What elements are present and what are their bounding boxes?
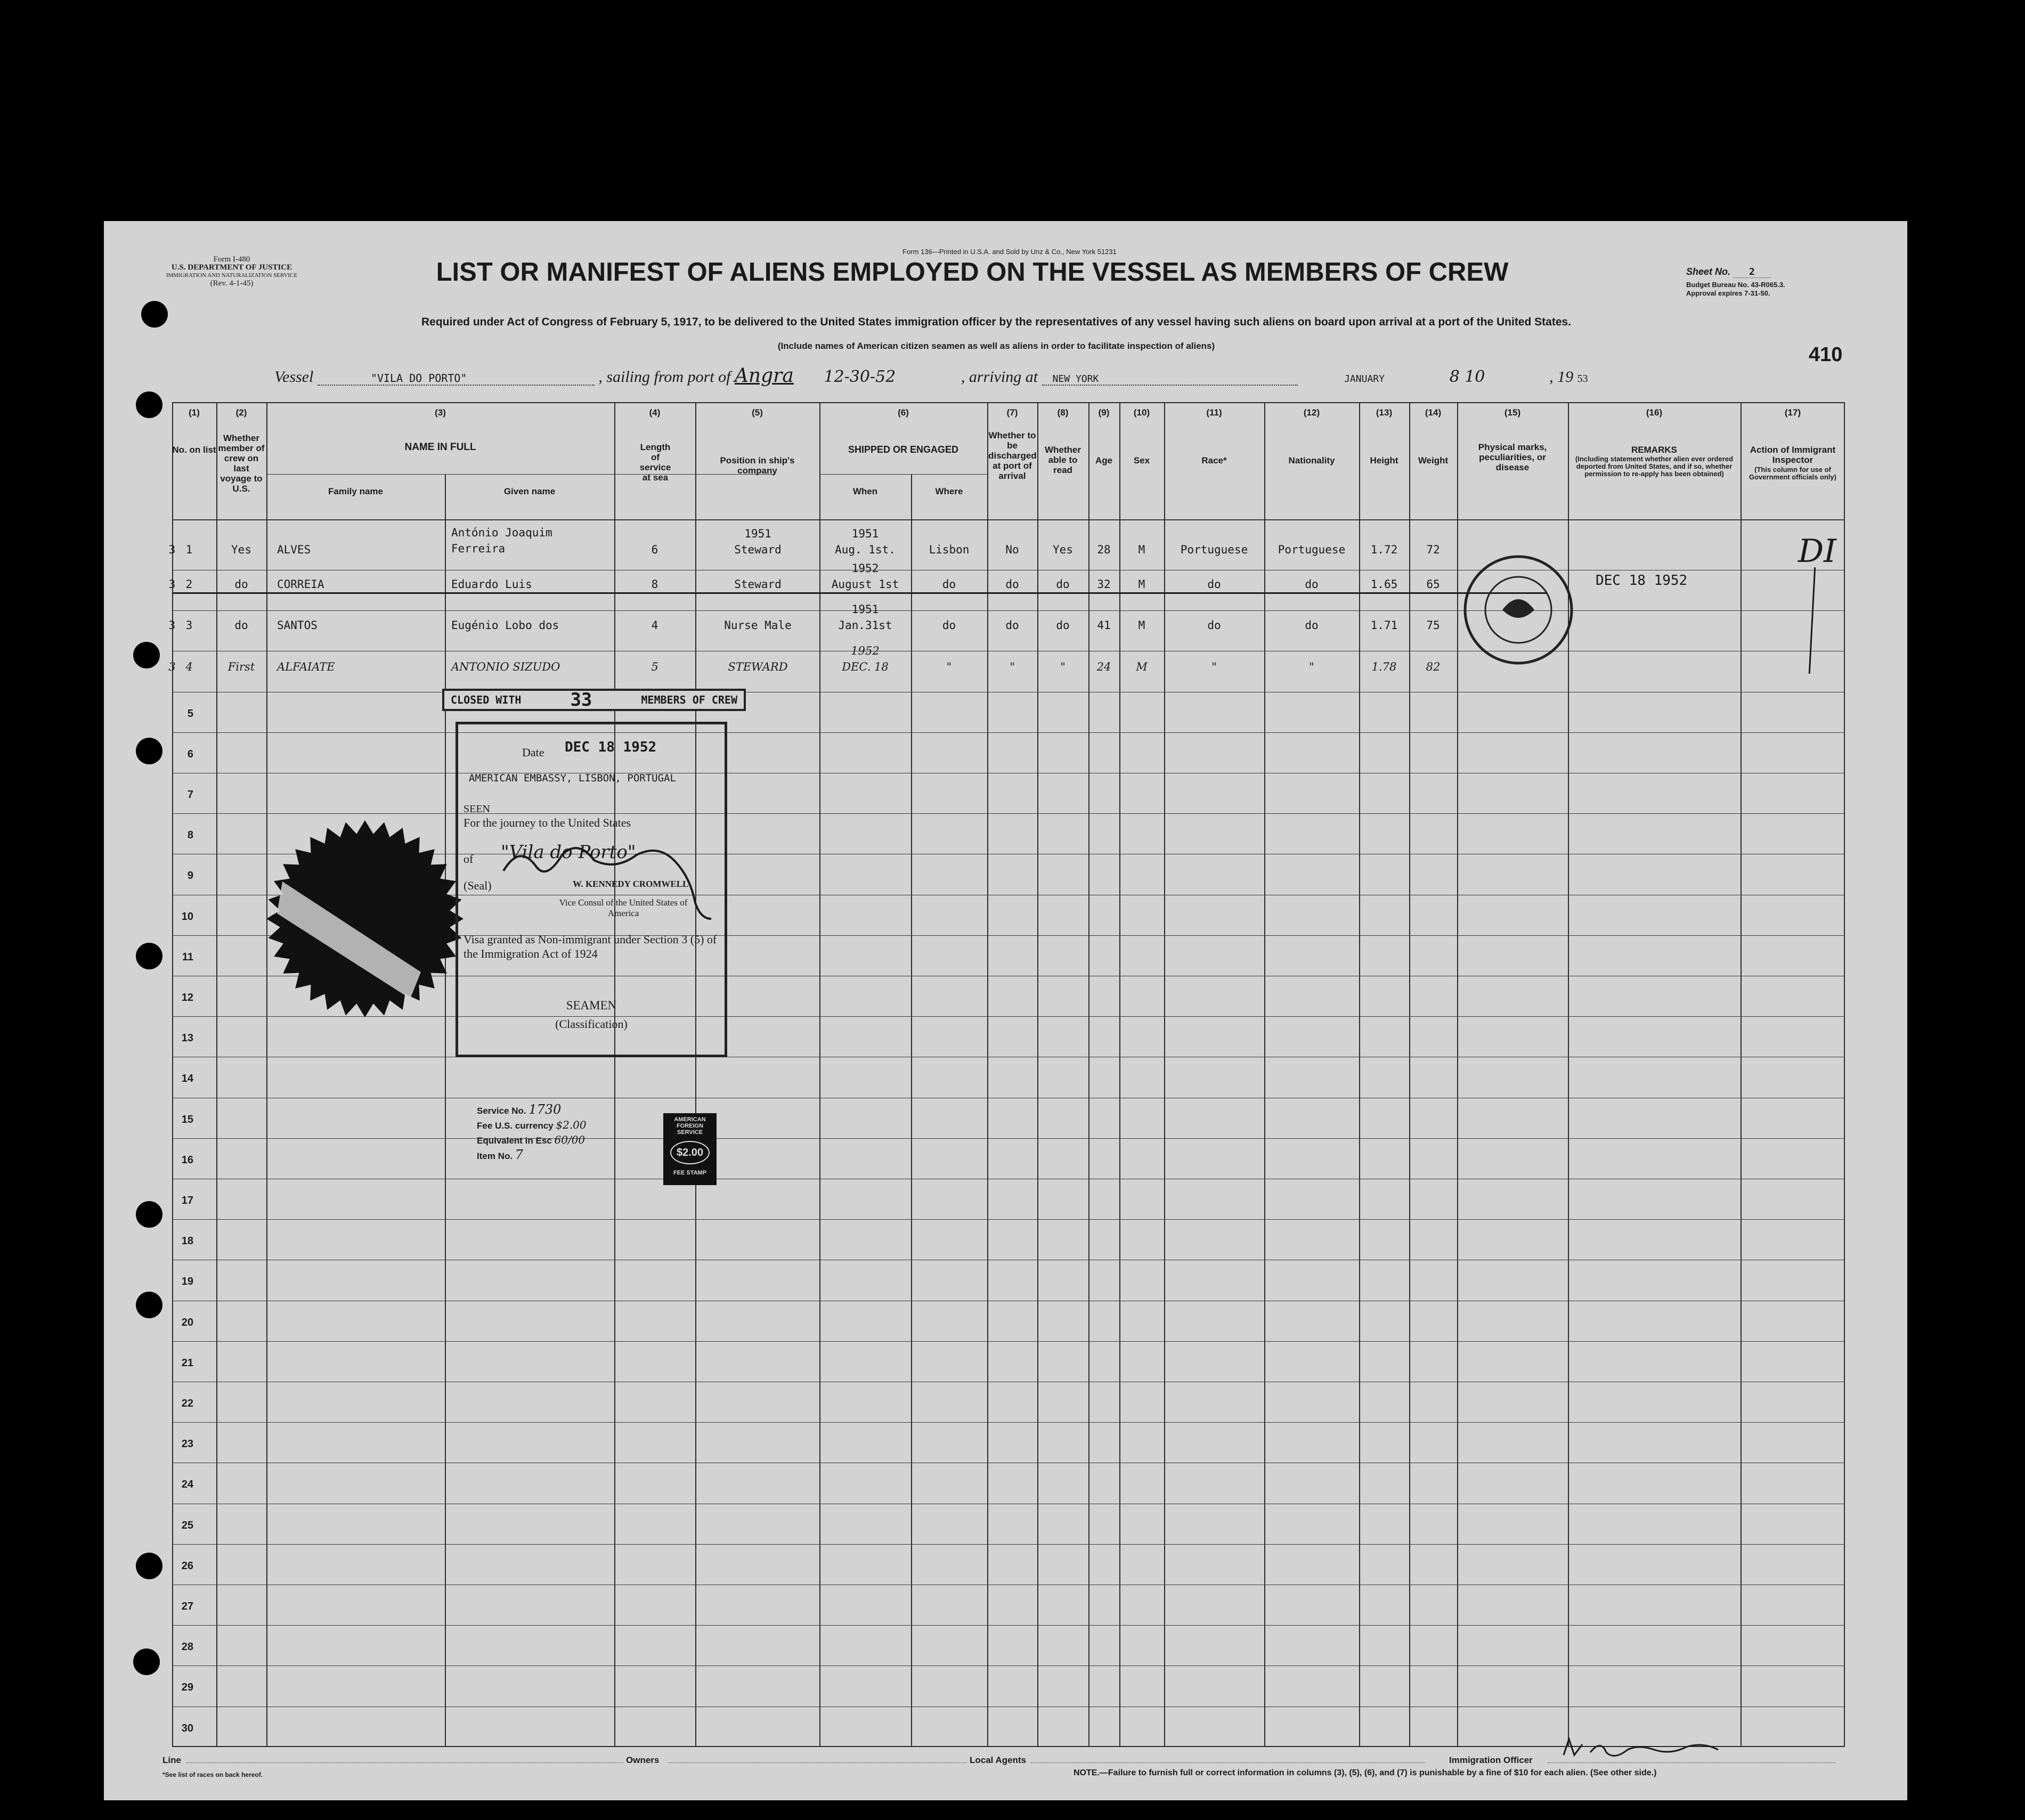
service-no-label: Service No. [477,1106,526,1116]
cell-nationality: Portuguese [1278,543,1346,556]
line-number: 16 [181,1154,193,1166]
row-rule [172,1138,1845,1139]
fee-label: Fee U.S. currency [477,1121,554,1131]
visa-text: Visa granted as Non-immigrant under Section 3 (5) of the Immigration Act of 1924 [463,933,717,960]
page-title: LIST OR MANIFEST OF ALIENS EMPLOYED ON THE VESSEL AS MEMBERS OF CREW [436,258,1509,287]
cell-service: 4 [651,619,658,632]
cell-age: 28 [1097,543,1111,556]
officer-signature-icon [498,839,754,924]
strike-line [172,592,1547,594]
cell-discharged: No [1005,543,1019,556]
sailing-label: , sailing from port of [598,368,731,386]
page-subnote: (Include names of American citizen seamen as well as aliens in order to facilitate inspection of aliens) [777,341,1215,351]
inspector-mark: DI [1798,533,1836,570]
vessel-line [274,365,1819,386]
col4-header: Length of service at sea [639,442,671,483]
visa-date: DEC 18 1952 [565,739,657,755]
cell-prefix: 3 [168,619,176,632]
line-number: 23 [181,1438,193,1450]
footer-races-note: *See list of races on back hereof. [162,1771,263,1778]
cell-age: 41 [1097,619,1111,632]
line-number: 15 [181,1114,193,1125]
row-rule [172,1341,1845,1342]
punch-hole [136,1553,162,1579]
line-number: 25 [181,1520,193,1531]
cell-given: António Joaquim Ferreira [451,526,552,555]
cell-when_year: 1951 [851,603,879,616]
punch-hole [136,738,162,764]
cell-weight: 65 [1426,578,1440,591]
cell-discharged: " [1010,660,1015,673]
col6-num: (6) [898,407,909,418]
service-no: 1730 [528,1102,562,1117]
page-number: 410 [1809,344,1843,366]
col10-header: Sex [1133,455,1150,466]
col9-header: Age [1095,455,1113,466]
row-rule [172,610,1845,611]
cell-position: Nurse Male [724,619,792,632]
equivalent-label: Equivalent in Esc [477,1136,552,1146]
cell-discharged: do [1005,619,1019,632]
punch-hole [133,1648,160,1675]
cell-weight: 75 [1426,619,1440,632]
col2-num: (2) [235,407,247,418]
service-name: IMMIGRATION AND NATURALIZATION SERVICE [166,272,298,279]
name-split-rule [266,474,775,475]
col12-num: (12) [1303,407,1320,418]
cell-no: 3 [185,619,193,632]
line-number: 26 [181,1560,193,1572]
line-number: 7 [187,789,193,801]
cell-no: 4 [185,660,193,673]
row-rule [172,1422,1845,1423]
cell-height: 1.78 [1371,660,1397,673]
form-info [162,256,301,288]
line-number: 22 [181,1398,193,1409]
cell-position_year: 1951 [744,527,771,540]
where-header: Where [935,486,963,496]
cell-service: 6 [651,543,658,556]
col14-num: (14) [1425,407,1442,418]
cell-when_year: 1952 [851,562,879,575]
cell-where: Lisbon [929,543,970,556]
sailing-date: 12-30-52 [824,368,896,386]
closed-with-stamp [442,689,746,711]
col8-header: Whether able to read [1045,445,1081,475]
sheet-value: 2 [1733,266,1771,278]
cell-prefix: 3 [168,660,176,673]
col-rule [1088,402,1089,1747]
visa-ship-name: "Vila do Porto" [501,842,636,863]
consulate-seal-icon [1457,549,1580,671]
approval-expiry: Approval expires 7-31-50. [1686,289,1770,297]
cell-prefix: 3 [168,578,176,591]
cell-read: do [1056,619,1070,632]
line-number: 10 [181,911,193,923]
cell-read: do [1056,578,1070,591]
cell-when: August 1st [831,578,899,591]
cell-service: 5 [651,660,658,673]
cell-when: DEC. 18 [842,660,889,673]
line-number: 28 [181,1641,193,1653]
cell-family: SANTOS [277,619,318,632]
seen-label: SEEN [463,803,490,815]
line-number: 30 [181,1723,193,1734]
cell-given: Eduardo Luis [451,578,532,591]
cell-where: do [942,619,956,632]
seal-label: (Seal) [463,879,492,892]
col-rule [445,474,446,1747]
line-number: 11 [182,951,193,963]
footer-agents-label: Local Agents [970,1755,1027,1765]
line-number: 27 [181,1601,193,1612]
cell-member: Yes [231,543,251,556]
department: U.S. DEPARTMENT OF JUSTICE [171,263,292,272]
punch-hole [136,943,162,969]
remarks-date-stamp: DEC 18 1952 [1596,573,1688,589]
cell-height: 1.65 [1370,578,1398,591]
col1-header: No. on list [172,445,216,455]
col3-header: NAME IN FULL [404,442,476,453]
vessel-name: "VILA DO PORTO" [318,372,595,386]
fee-stamp-value: $2.00 [670,1141,710,1164]
cell-where: " [946,660,952,673]
form-revision: (Rev. 4-1-45) [210,279,254,288]
cell-member: do [234,619,248,632]
vessel-label: Vessel [274,368,314,386]
col7-header: Whether to be discharged at port of arrival [988,430,1037,481]
cell-weight: 72 [1426,543,1440,556]
visa-class-label: (Classification) [555,1017,628,1031]
cell-height: 1.71 [1370,619,1398,632]
col-rule [216,402,217,1747]
col-rule [1741,402,1742,1747]
when-header: When [852,486,878,496]
visa-class: SEAMEN [566,999,617,1012]
cell-sex: M [1138,543,1145,556]
embassy-name: AMERICAN EMBASSY, LISBON, PORTUGAL [469,772,676,784]
closed-with-label: CLOSED WITH [451,693,522,706]
col-rule [1037,402,1038,1747]
line-number: 18 [181,1235,193,1247]
cell-service: 8 [651,578,658,591]
cell-race: do [1207,619,1221,632]
fee-stamp [663,1113,717,1185]
col8-num: (8) [1057,407,1069,418]
col15-num: (15) [1504,407,1521,418]
cell-given: Eugénio Lobo dos [451,619,559,632]
arrival-month: JANUARY [1344,373,1385,385]
cell-nationality: do [1305,578,1319,591]
cell-race: do [1207,578,1221,591]
cell-when_year: 1951 [851,527,879,540]
line-number: 29 [181,1682,193,1693]
line-number: 21 [181,1357,193,1369]
arrival-year: 53 [1577,373,1588,385]
footer-owners-label: Owners [626,1755,660,1765]
cell-position: Steward [734,578,782,591]
line-number: 12 [181,992,193,1003]
line-number: 6 [187,748,193,760]
cell-sex: M [1138,619,1145,632]
header-rule [172,519,1845,520]
cell-age: 32 [1097,578,1111,591]
budget-bureau: Budget Bureau No. 43-R065.3. [1686,281,1785,289]
punch-hole [136,1292,162,1318]
col-rule [1264,402,1265,1747]
cell-when_year: 1952 [851,644,880,657]
cell-weight: 82 [1426,660,1441,673]
line-number: 8 [187,829,193,841]
cell-position: Steward [734,543,782,556]
wax-seal-icon [261,812,469,1025]
footer-officer-label: Immigration Officer [1449,1755,1533,1765]
cell-height: 1.72 [1370,543,1398,556]
cell-no: 1 [185,543,193,556]
crew-count: 33 [570,689,592,711]
col-rule [266,402,267,1747]
port-of-sailing: Angra [734,365,794,387]
year-prefix: , 19 [1549,368,1574,386]
col1-num: (1) [189,407,200,418]
cell-position: STEWARD [728,660,788,673]
col16-header: REMARKS [1631,445,1677,455]
line-number: 17 [181,1195,193,1206]
punch-hole [136,1201,162,1228]
col9-num: (9) [1098,407,1110,418]
cell-member: do [234,578,248,591]
col-rule [1409,402,1410,1747]
printer-line: Form 136—Printed in U.S.A. and Sold by Unz & Co., New York 51231 [902,248,1117,256]
cell-discharged: do [1005,578,1019,591]
line-number: 14 [181,1073,193,1084]
col13-num: (13) [1376,407,1393,418]
col15-header: Physical marks, peculiarities, or disease [1478,442,1547,472]
line-number: 9 [187,870,193,882]
col6-header: SHIPPED OR ENGAGED [848,444,959,455]
col17-num: (17) [1784,407,1801,418]
cell-sex: M [1136,660,1148,673]
sheet-number [1686,266,1771,278]
family-name-header: Family name [328,486,383,496]
col-rule [1119,402,1120,1747]
fee-stamp-bottom: FEE STAMP [673,1170,707,1176]
footer-line-label: Line [162,1755,181,1765]
cell-nationality: " [1309,660,1314,673]
col7-num: (7) [1006,407,1018,418]
col-rule [1359,402,1360,1747]
punch-hole [133,642,160,668]
col13-header: Height [1370,455,1398,466]
cell-race: Portuguese [1180,543,1248,556]
cell-no: 2 [185,578,193,591]
cell-member: First [227,660,255,673]
cell-given: ANTONIO SIZUDO [451,660,560,673]
crew-table [172,402,1845,1747]
officer-title: Vice Consul of the United States of America [559,897,688,918]
of-label: of [463,852,474,866]
col11-num: (11) [1206,407,1222,418]
item-no: 7 [515,1147,524,1162]
row-rule [172,1544,1845,1545]
manifest-sheet [104,221,1907,1800]
row-rule [172,1625,1845,1626]
visa-date-label: Date [522,746,544,759]
arriving-label: , arriving at [961,368,1038,386]
line-number: 24 [181,1479,193,1490]
col5-header: Position in ship's company [720,455,795,476]
line-number: 13 [181,1032,193,1044]
cell-race: " [1211,660,1217,673]
shipped-split-rule [819,474,987,475]
immigration-officer-signature-icon [1558,1734,1750,1766]
col10-num: (10) [1133,407,1150,418]
equivalent-value: 60/00 [554,1133,585,1146]
col-rule [987,402,988,1747]
fee-stamp-top: AMERICAN FOREIGN SERVICE [674,1116,706,1136]
cell-age: 24 [1096,660,1111,673]
line-number: 19 [181,1276,193,1287]
cell-family: CORREIA [277,578,324,591]
officer-name: W. KENNEDY CROMWELL [573,879,689,889]
col4-num: (4) [649,407,661,418]
sheet-label: Sheet No. [1686,266,1731,277]
journey-text: For the journey to the United States [463,816,631,829]
arrival-day: 8 10 [1449,368,1485,386]
cell-family: ALFAIATE [277,660,335,673]
col17-header: Action of Immigrant Inspector [1750,445,1836,465]
col12-header: Nationality [1288,455,1335,466]
cell-family: ALVES [277,543,311,556]
line-number: 20 [181,1317,193,1328]
cell-prefix: 3 [168,543,176,556]
fee-value: $2.00 [556,1119,587,1131]
col-rule [614,402,615,1747]
given-name-header: Given name [503,486,556,496]
col2-header: Whether member of crew on last voyage to U.S. [218,433,265,494]
form-id: Form I-480 [213,255,250,264]
cell-where: do [942,578,956,591]
fee-notation [477,1103,587,1163]
col11-header: Race* [1201,455,1227,466]
punch-hole [136,391,162,418]
col5-num: (5) [752,407,763,418]
row-rule [172,1219,1845,1220]
cell-when: Aug. 1st. [835,543,896,556]
members-label: MEMBERS OF CREW [641,693,737,706]
row-rule [172,732,1845,733]
arrival-port: NEW YORK [1042,373,1298,386]
punch-hole [141,301,168,328]
cell-sex: M [1138,578,1145,591]
line-number: 5 [187,708,193,720]
cell-read: Yes [1053,543,1073,556]
cell-read: " [1060,660,1066,673]
col14-header: Weight [1418,455,1449,466]
footer-penalty-note: NOTE.—Failure to furnish full or correct information in columns (3), (5), (6), and (7) is punishable by a fine of $10 for each alien. (See other side.) [1074,1768,1657,1777]
col17-note: (This column for use of Government officials only) [1749,466,1836,481]
item-no-label: Item No. [477,1151,513,1161]
col-rule [695,402,696,1747]
col16-num: (16) [1646,407,1663,418]
cell-when: Jan.31st [838,619,892,632]
col16-note: (Including statement whether alien ever ordered deported from United States, and if so, whether permission to re-apply has been obtained) [1575,455,1734,478]
cell-nationality: do [1305,619,1319,632]
page-subtitle: Required under Act of Congress of February 5, 1917, to be delivered to the United States immigration officer by the representatives of any vessel having such aliens on board upon arrival at a port of the United States. [421,316,1572,328]
col-rule [1164,402,1165,1747]
col3-num: (3) [435,407,446,418]
